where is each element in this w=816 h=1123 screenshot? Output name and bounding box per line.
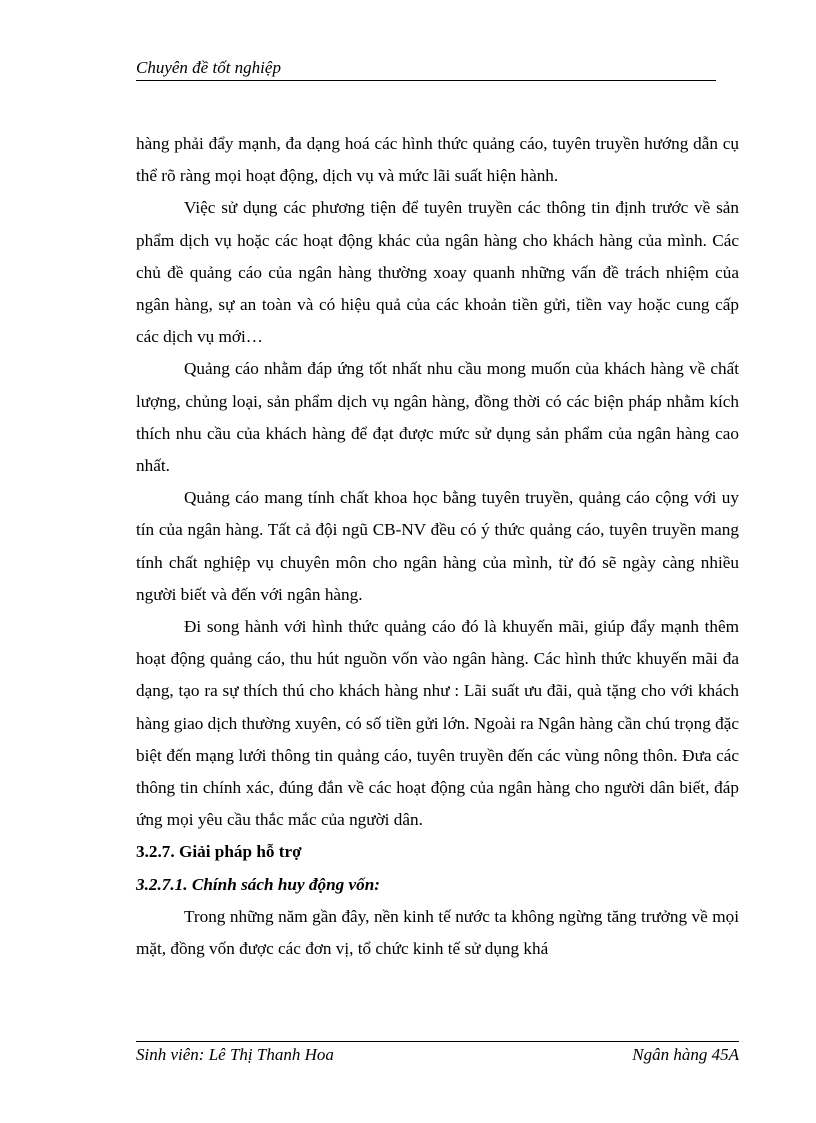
paragraph: Quảng cáo nhằm đáp ứng tốt nhất nhu cầu mong muốn của khách hàng về chất lượng, chủng loại, sản phẩm dịch vụ ngân hàng, đồng thời có các biện pháp nhằm kích thích nhu cầu của khách hàng để đạt được mức sử dụng sản phẩm của ngân hàng cao nhất. [136, 359, 739, 476]
subsection-heading: 3.2.7.1. Chính sách huy động vốn: [136, 874, 381, 894]
page-header [136, 58, 716, 81]
footer-class: Ngân hàng 45A [632, 1045, 739, 1064]
paragraph: Việc sử dụng các phương tiện để tuyên truyền các thông tin định trước về sản phẩm dịch vụ hoặc các hoạt động khác của ngân hàng cho khách hàng của mình. Các chủ đề quảng cáo của ngân hàng thường xoay quanh những vấn đề trách nhiệm của ngân hàng, sự an toàn và có hiệu quả của các khoản tiền gửi, tiền vay hoặc cung cấp các dịch vụ mới… [136, 198, 739, 347]
section-heading: 3.2.7. Giải pháp hỗ trợ [136, 842, 302, 862]
paragraph: hàng phải đẩy mạnh, đa dạng hoá các hình thức quảng cáo, tuyên truyền hướng dẫn cụ thể rõ ràng mọi hoạt động, dịch vụ và mức lãi suất hiện hành. [136, 134, 739, 186]
paragraph: Đi song hành với hình thức quảng cáo đó là khuyến mãi, giúp đẩy mạnh thêm hoạt động quảng cáo, thu hút nguồn vốn vào ngân hàng. Các hình thức khuyến mãi đa dạng, tạo ra sự thích thú cho khách hàng như : Lãi suất ưu đãi, quà tặng cho với khách hàng giao dịch thường xuyên, có số tiền gửi lớn. Ngoài ra Ngân hàng cần chú trọng đặc biệt đến mạng lưới thông tin quảng cáo, tuyên truyền đến các vùng nông thôn. Đưa các thông tin chính xác, đúng đắn về các hoạt động của ngân hàng cho người dân biết, đáp ứng mọi yêu cầu thắc mắc của người dân. [136, 617, 739, 830]
footer-divider [136, 1041, 739, 1042]
paragraph: Trong những năm gần đây, nền kinh tế nước ta không ngừng tăng trưởng về mọi mặt, đồng vốn được các đơn vị, tổ chức kinh tế sử dụng khá [136, 906, 739, 959]
paragraph: Quảng cáo mang tính chất khoa học bằng tuyên truyền, quảng cáo cộng với uy tín của ngân hàng. Tất cả đội ngũ CB-NV đều có ý thức quảng cáo, tuyên truyền mang tính chất nghiệp vụ chuyên môn cho ngân hàng của mình, từ đó sẽ ngày càng nhiều người biết và đến với ngân hàng. [136, 488, 739, 604]
footer-student: Sinh viên: Lê Thị Thanh Hoa [136, 1045, 334, 1064]
document-body [136, 128, 739, 965]
header-title: Chuyên đề tốt nghiệp [136, 58, 281, 77]
page-footer [136, 1044, 739, 1066]
